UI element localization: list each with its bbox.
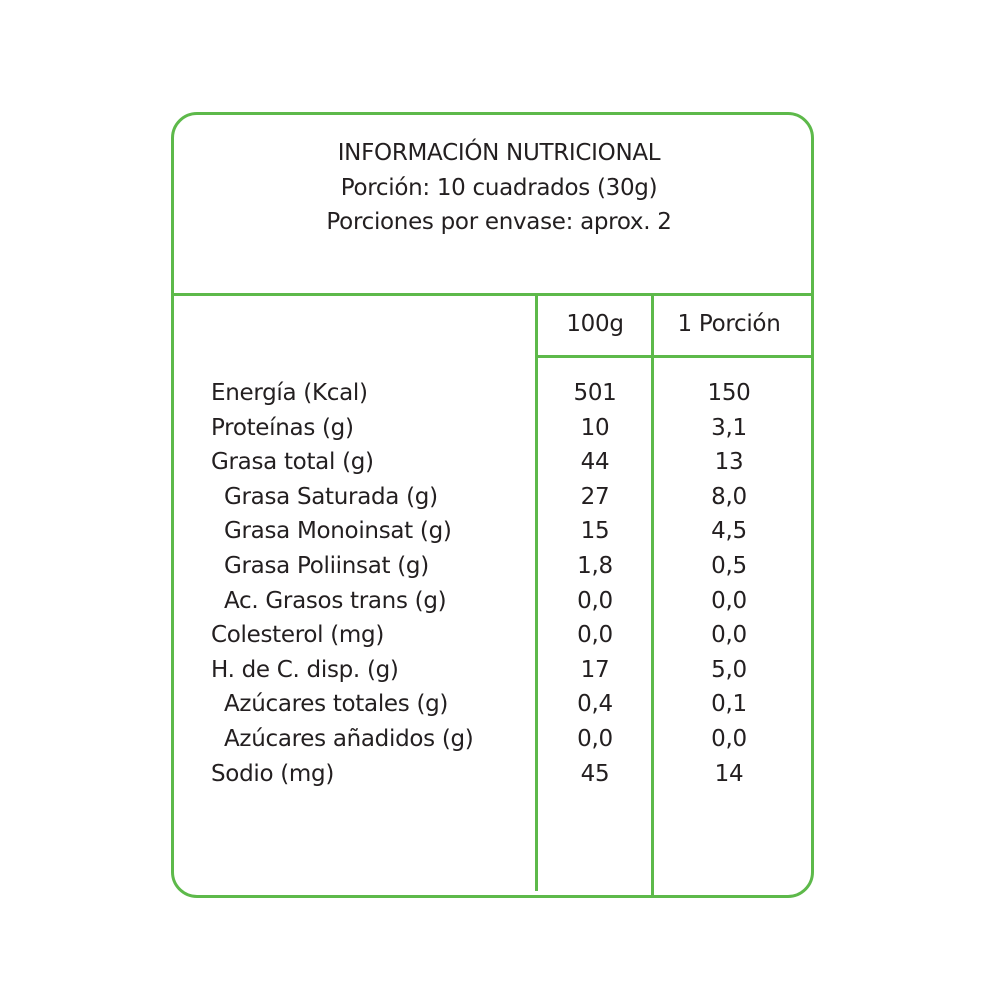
nutrient-value-portion: 150 — [707, 380, 751, 406]
nutrient-name: Colesterol (mg) — [211, 622, 384, 648]
nutrient-name: Grasa Poliinsat (g) — [224, 553, 429, 579]
nutrient-name: Azúcares totales (g) — [224, 691, 449, 717]
nutrient-value-100g: 44 — [580, 449, 610, 475]
nutrient-row — [0, 413, 1000, 447]
nutrient-row — [0, 724, 1000, 758]
column-header-portion: 1 Porción — [677, 311, 781, 337]
serving-size: Porción: 10 cuadrados (30g) — [340, 175, 658, 201]
nutrient-value-100g: 10 — [580, 415, 610, 441]
nutrient-row — [0, 689, 1000, 723]
nutrient-value-100g: 45 — [580, 761, 610, 787]
nutrient-name: Ac. Grasos trans (g) — [224, 588, 447, 614]
nutrient-row — [0, 551, 1000, 585]
column-header-divider-portion — [652, 355, 813, 358]
nutrient-row — [0, 620, 1000, 654]
nutrient-value-100g: 17 — [580, 657, 610, 683]
nutrient-value-portion: 13 — [714, 449, 744, 475]
nutrient-value-portion: 0,5 — [711, 553, 747, 579]
nutrient-row — [0, 586, 1000, 620]
label-title: INFORMACIÓN NUTRICIONAL — [337, 140, 661, 166]
nutrient-name: Grasa total (g) — [211, 449, 374, 475]
column-header-100g: 100g — [566, 311, 624, 337]
nutrient-value-portion: 0,0 — [711, 726, 747, 752]
nutrient-name: Azúcares añadidos (g) — [224, 726, 474, 752]
nutrient-row — [0, 482, 1000, 516]
nutrient-value-portion: 0,0 — [711, 588, 747, 614]
nutrient-value-portion: 5,0 — [711, 657, 747, 683]
nutrient-row — [0, 655, 1000, 689]
nutrient-value-100g: 1,8 — [577, 553, 613, 579]
nutrient-value-portion: 0,1 — [711, 691, 747, 717]
nutrient-name: H. de C. disp. (g) — [211, 657, 399, 683]
nutrient-name: Grasa Monoinsat (g) — [224, 518, 452, 544]
column-header-divider-100g — [535, 355, 653, 358]
nutrient-value-100g: 0,0 — [577, 622, 613, 648]
nutrient-value-100g: 27 — [580, 484, 610, 510]
nutrient-name: Energía (Kcal) — [211, 380, 368, 406]
nutrient-value-portion: 8,0 — [711, 484, 747, 510]
servings-per-container: Porciones por envase: aprox. 2 — [326, 209, 672, 235]
nutrient-value-100g: 501 — [573, 380, 617, 406]
nutrient-name: Sodio (mg) — [211, 761, 334, 787]
header-divider — [173, 293, 813, 296]
nutrient-value-100g: 0,0 — [577, 726, 613, 752]
nutrient-row — [0, 447, 1000, 481]
nutrient-name: Proteínas (g) — [211, 415, 354, 441]
nutrient-row — [0, 759, 1000, 793]
nutrient-value-portion: 4,5 — [711, 518, 747, 544]
nutrient-value-portion: 3,1 — [711, 415, 747, 441]
nutrient-row — [0, 516, 1000, 550]
nutrient-value-portion: 14 — [714, 761, 744, 787]
nutrient-name: Grasa Saturada (g) — [224, 484, 438, 510]
nutrient-value-100g: 0,0 — [577, 588, 613, 614]
nutrient-value-portion: 0,0 — [711, 622, 747, 648]
nutrient-row — [0, 378, 1000, 412]
nutrient-value-100g: 15 — [580, 518, 610, 544]
nutrient-value-100g: 0,4 — [577, 691, 613, 717]
